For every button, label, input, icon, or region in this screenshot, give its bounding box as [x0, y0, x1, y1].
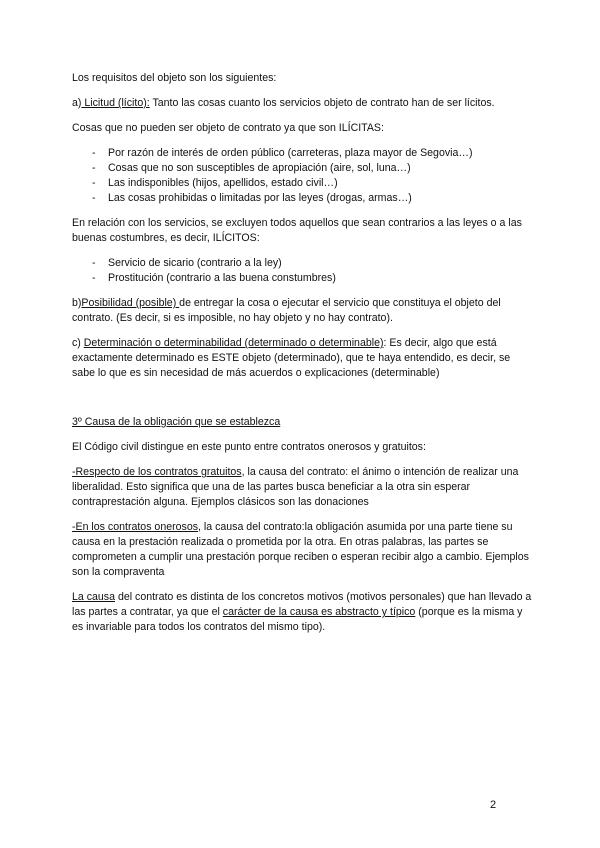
licitud-text: Tanto las cosas cuanto los servicios objeto de contrato han de ser lícitos. [149, 97, 495, 109]
onerosos-paragraph [72, 520, 532, 580]
posibilidad-prefix: b) [72, 297, 82, 309]
list-item: - Servicio de sicario (contrario a la ley) [92, 257, 282, 269]
ilicitas-list [72, 146, 532, 206]
caracter-causa-label: carácter de la causa es abstracto y típico [222, 606, 416, 618]
causa-final-paragraph [72, 590, 532, 635]
list-item: - Prostitución (contrario a las buena constumbres) [92, 272, 336, 284]
licitud-paragraph [72, 96, 532, 111]
section-gap [72, 391, 532, 415]
servicios-list [72, 256, 532, 286]
causa-text-2: (porque es la misma y es invariable para todos los contratos del mismo tipo). [72, 606, 523, 633]
gratuitos-label: -Respecto de los contratos gratuitos [72, 466, 242, 478]
servicios-intro: En relación con los servicios, se excluyen todos aquellos que sean contrarios a las leyes o a las buenas costumbres, es decir, ILÍCITOS: [72, 217, 522, 244]
determinacion-label: Determinación o determinabilidad (determinado o determinable) [83, 337, 384, 349]
posibilidad-label: Posibilidad (posible) [81, 297, 180, 309]
causa-intro: El Código civil distingue en este punto entre contratos onerosos y gratuitos: [72, 441, 426, 453]
intro-paragraph: Los requisitos del objeto son los siguientes: [72, 72, 277, 84]
list-item: - Cosas que no son susceptibles de apropiación (aire, sol, luna…) [92, 162, 411, 174]
ilicitas-intro: Cosas que no pueden ser objeto de contrato ya que son ILÍCITAS: [72, 122, 384, 134]
causa-text-1: del contrato es distinta de los concretos motivos (motivos personales) que han llevado a las partes a contratar, ya que el [72, 591, 532, 618]
posibilidad-text: de entregar la cosa o ejecutar el servicio que constituya el objeto del contrato. (Es decir, si es imposible, no hay objeto y no hay contrato). [72, 297, 501, 324]
page-number: 2 [490, 799, 497, 811]
list-item: - Las cosas prohibidas o limitadas por las leyes (drogas, armas…) [92, 192, 412, 204]
list-item: - Por razón de interés de orden público (carreteras, plaza mayor de Segovia…) [92, 147, 473, 159]
gratuitos-text: , la causa del contrato: el ánimo o intención de realizar una liberalidad. Esto significa que una de las partes busca beneficiar a la otra sin esperar contraprestación alguna. Ejemplos clásicos son las donaciones [72, 466, 519, 508]
determinacion-prefix: c) [72, 337, 84, 349]
causa-label: La causa [72, 591, 115, 603]
posibilidad-paragraph [72, 296, 532, 326]
page-content [72, 71, 532, 645]
causa-heading: 3º Causa de la obligación que se establezca [72, 416, 281, 428]
determinacion-text: : Es decir, algo que está exactamente determinado es ESTE objeto (determinado), que te haya entendido, es decir, se sabe lo que es sin necesidad de más acuerdos o explicaciones (determinable) [72, 337, 511, 379]
licitud-prefix: a) [72, 97, 82, 109]
onerosos-text: , la causa del contrato:la obligación asumida por una parte tiene su causa en la prestación realizada o prometida por la otra. En otras palabras, las partes se comprometen a cumplir una prestación porque reciben o esperan recibir algo a cambio. Ejemplos son la compraventa [72, 521, 529, 578]
list-item: - Las indisponibles (hijos, apellidos, estado civil…) [92, 177, 338, 189]
onerosos-label: -En los contratos onerosos [72, 521, 199, 533]
licitud-label: Licitud (lícito): [81, 97, 150, 109]
gratuitos-paragraph [72, 465, 532, 510]
determinacion-paragraph [72, 336, 532, 381]
